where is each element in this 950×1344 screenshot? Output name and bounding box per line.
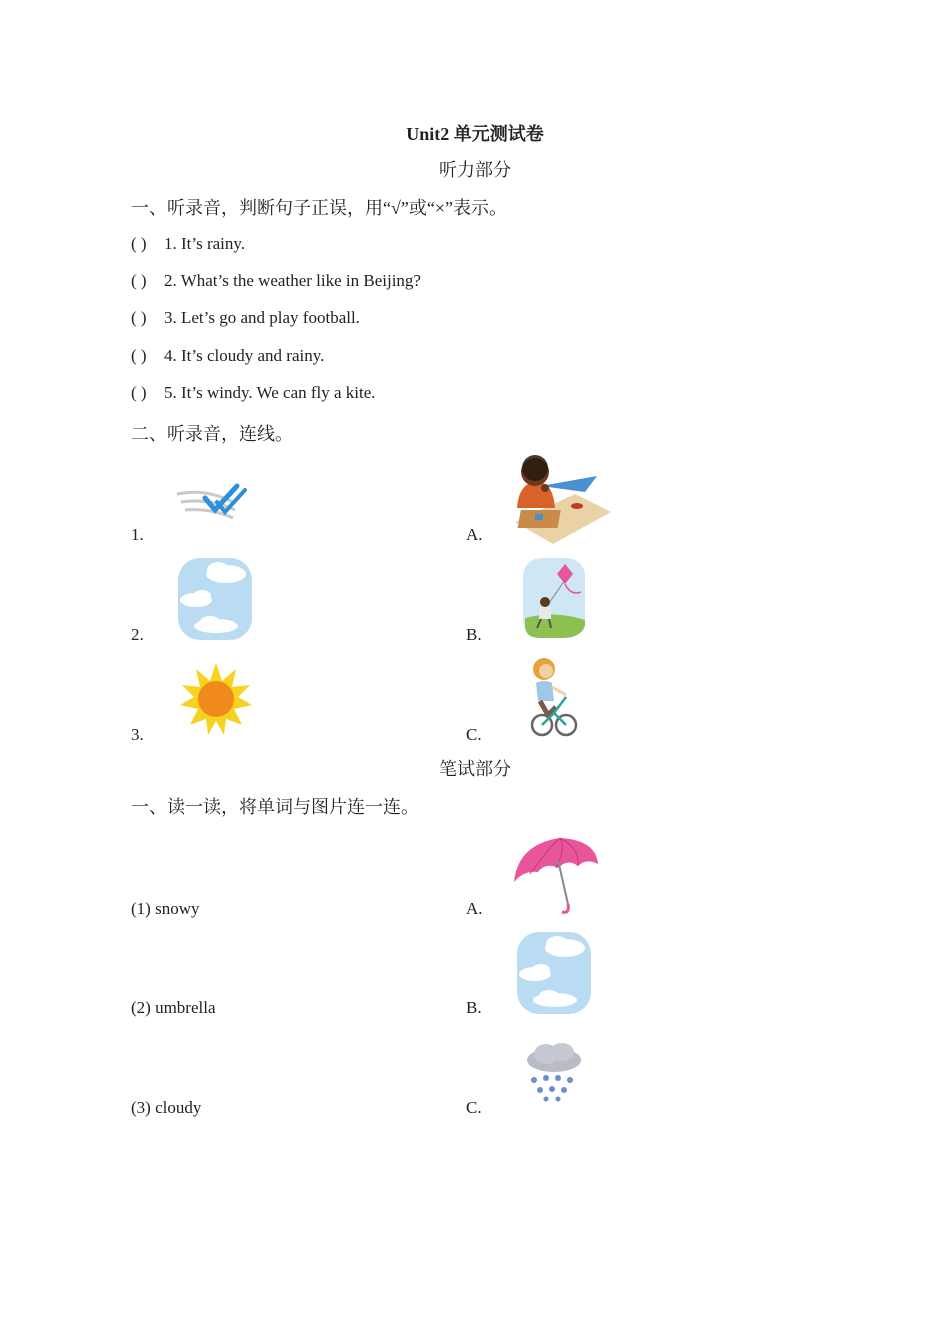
cloudy-sky-icon bbox=[176, 556, 254, 642]
question-5 bbox=[131, 383, 376, 403]
match-left-label-2: 2. bbox=[131, 625, 144, 644]
listening-section1-instruction: 一、听录音，判断句子正误，用“√”或“×”表示。 bbox=[131, 198, 507, 218]
question-text-3: 3. Let’s go and play football. bbox=[164, 308, 360, 327]
writing-heading: 笔试部分 bbox=[439, 759, 511, 779]
page-title: Unit2 单元测试卷 bbox=[406, 124, 544, 144]
question-4 bbox=[131, 346, 324, 366]
answer-blank-3[interactable]: ( ) bbox=[131, 308, 147, 327]
match-right-label-C: C. bbox=[466, 725, 482, 744]
question-1 bbox=[131, 234, 245, 254]
windy-icon bbox=[175, 480, 255, 525]
question-text-4: 4. It’s cloudy and rainy. bbox=[164, 346, 325, 365]
picture-label-C: C. bbox=[466, 1098, 482, 1117]
question-text-5: 5. It’s windy. We can fly a kite. bbox=[164, 383, 376, 402]
sun-icon bbox=[180, 663, 252, 735]
listening-heading: 听力部分 bbox=[439, 160, 511, 180]
boy-making-kite-icon bbox=[505, 452, 613, 544]
match-right-label-B: B. bbox=[466, 625, 482, 644]
picture-label-A: A. bbox=[466, 899, 483, 918]
answer-blank-4[interactable]: ( ) bbox=[131, 346, 147, 365]
answer-blank-1[interactable]: ( ) bbox=[131, 234, 147, 253]
answer-blank-5[interactable]: ( ) bbox=[131, 383, 147, 402]
umbrella-icon bbox=[510, 834, 602, 916]
word-umbrella: (2) umbrella bbox=[131, 998, 216, 1017]
match-right-label-A: A. bbox=[466, 525, 483, 544]
girl-flying-kite-icon bbox=[521, 556, 587, 640]
question-text-2: 2. What’s the weather like in Beijing? bbox=[164, 271, 421, 290]
word-cloudy: (3) cloudy bbox=[131, 1098, 202, 1117]
question-text-1: 1. It’s rainy. bbox=[164, 234, 246, 253]
cloudy-sky-icon bbox=[515, 930, 593, 1016]
question-3 bbox=[131, 308, 360, 328]
listening-section2-instruction: 二、听录音，连线。 bbox=[131, 424, 293, 444]
match-left-label-1: 1. bbox=[131, 525, 144, 544]
answer-blank-2[interactable]: ( ) bbox=[131, 271, 147, 290]
word-snowy: (1) snowy bbox=[131, 899, 200, 918]
picture-label-B: B. bbox=[466, 998, 482, 1017]
snow-cloud-icon bbox=[524, 1042, 584, 1104]
match-left-label-3: 3. bbox=[131, 725, 144, 744]
question-2 bbox=[131, 271, 421, 291]
writing-section1-instruction: 一、读一读，将单词与图片连一连。 bbox=[131, 797, 419, 817]
girl-riding-bike-icon bbox=[526, 655, 580, 739]
